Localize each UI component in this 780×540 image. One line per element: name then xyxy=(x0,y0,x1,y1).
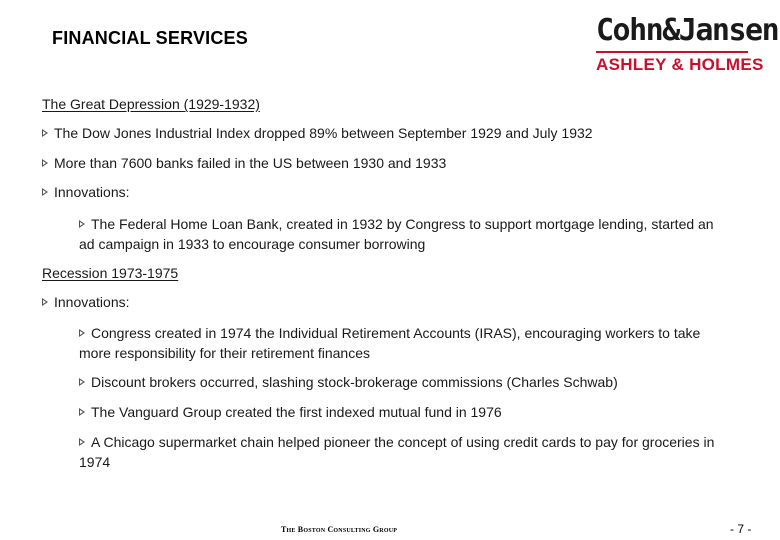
arrow-bullet-icon xyxy=(79,438,85,446)
page-number: - 7 - xyxy=(730,522,752,536)
sub-bullet-item: Congress created in 1974 the Individual Retirement Accounts (IRAS), encouraging workers to take more responsibility for their retirement finances xyxy=(79,325,701,361)
company-logo xyxy=(596,13,779,76)
footer-source: The Boston Consulting Group xyxy=(281,525,398,534)
sub-bullet-item: The Vanguard Group created the first indexed mutual fund in 1976 xyxy=(79,402,719,422)
logo-wordmark: Cohn&Jansen xyxy=(596,13,779,48)
arrow-bullet-icon xyxy=(79,378,85,386)
logo-subtitle: ASHLEY & HOLMES xyxy=(596,55,764,74)
arrow-bullet-icon xyxy=(79,408,85,416)
arrow-bullet-icon xyxy=(42,129,48,137)
section-heading-recession: Recession 1973-1975 xyxy=(42,265,179,281)
arrow-bullet-icon xyxy=(42,188,48,196)
section-heading-great-depression: The Great Depression (1929-1932) xyxy=(42,96,260,112)
sub-bullet-item: Discount brokers occurred, slashing stock-brokerage commissions (Charles Schwab) xyxy=(79,372,719,392)
arrow-bullet-icon xyxy=(42,298,48,306)
page-title: FINANCIAL SERVICES xyxy=(52,28,248,48)
arrow-bullet-icon xyxy=(79,220,85,228)
bullet-item: Innovations: xyxy=(42,182,130,202)
bullet-item: Innovations: xyxy=(42,292,130,312)
logo-divider xyxy=(596,51,748,53)
sub-bullet-item: A Chicago supermarket chain helped pioneer the concept of using credit cards to pay for groceries in 1974 xyxy=(79,434,715,470)
sub-bullet-item: The Federal Home Loan Bank, created in 1932 by Congress to support mortgage lending, started an ad campaign in 1933 to encourage consumer borrowing xyxy=(79,216,714,252)
bullet-item: The Dow Jones Industrial Index dropped 89% between September 1929 and July 1932 xyxy=(42,123,593,143)
arrow-bullet-icon xyxy=(42,159,48,167)
bullet-item: More than 7600 banks failed in the US between 1930 and 1933 xyxy=(42,153,446,173)
arrow-bullet-icon xyxy=(79,329,85,337)
